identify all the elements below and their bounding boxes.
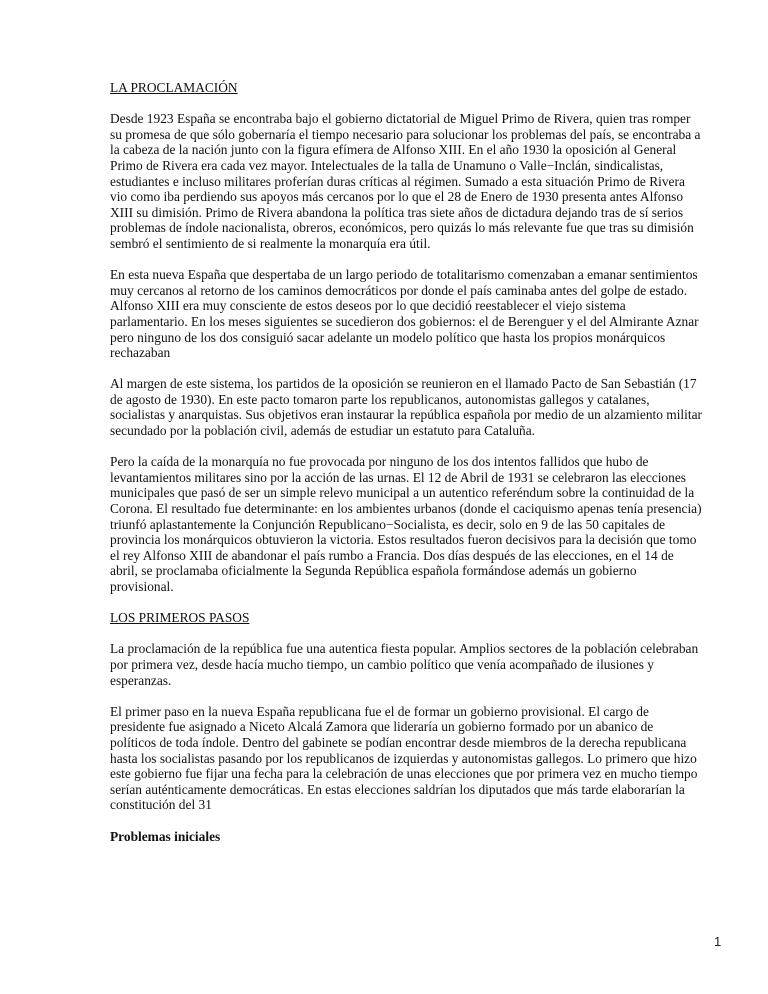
paragraph — [110, 267, 710, 361]
text-line: esperanzas. — [110, 672, 172, 688]
text-line: problemas de índole nacionalista, obreros, económicos, pero quizás lo más relevante fue que tras su dimisión — [110, 220, 694, 236]
text-line: XIII su dimisión. Primo de Rivera abandona la política tras siete años de dictadura dejando tras de sí serios — [110, 204, 684, 220]
page-number: 1 — [714, 934, 722, 949]
section-heading-proclamacion: LA PROCLAMACIÓN — [110, 80, 238, 95]
text-line: municipales que pasó de ser un simple relevo municipal a un autentico referéndum sobre la continuidad de la — [110, 485, 695, 501]
text-line: vio como iba perdiendo sus apoyos más cercanos por lo que el 28 de Enero de 1930 presenta antes Alfonso — [110, 189, 684, 205]
text-line: triunfó aplastantemente la Conjunción Republicano−Socialista, es decir, solo en 9 de las 50 capitales de — [110, 516, 666, 532]
text-line: levantamientos militares sino por la acción de las urnas. El 12 de Abril de 1931 se celebraron las elecciones — [110, 469, 686, 485]
text-line: serían auténticamente democráticas. En estas elecciones saldrían los diputados que más tarde elaborarían la — [110, 781, 685, 797]
text-line: Alfonso XIII era muy consciente de estos deseos por lo que decidió reestablecer el viejo sistema — [110, 298, 626, 314]
document-page — [110, 80, 710, 844]
section-primeros-pasos-body — [110, 641, 710, 813]
text-line: hasta los socialistas pasando por los republicanos de izquierdas y autonomistas gallegos. Lo primero que hizo — [110, 750, 697, 766]
text-line: el rey Alfonso XIII de abandonar el país rumbo a Francia. Dos días después de las elecciones, en el 14 de — [110, 547, 674, 563]
text-line: rechazaban — [110, 345, 171, 361]
text-line: Corona. El resultado fue determinante: en los ambientes urbanos (donde el caciquismo apenas tenía presencia) — [110, 501, 702, 517]
text-line: provincia los monárquicos obtuvieron la victoria. Estos resultados fueron decisivos para la decisión que tomo — [110, 532, 697, 548]
text-line: de agosto de 1930). En este pacto tomaron parte los republicanos, autonomistas gallegos y catalanes, — [110, 391, 650, 407]
text-line: la cabeza de la nación junto con la figura efímera de Alfonso XIII. En el año 1930 la oposición al General — [110, 142, 677, 158]
text-line: Desde 1923 España se encontraba bajo el gobierno dictatorial de Miguel Primo de Rivera, quien tras romper — [110, 111, 691, 127]
section-heading-problemas-iniciales: Problemas iniciales — [110, 828, 221, 844]
text-line: muy cercanos al retorno de los caminos democráticos por donde el país caminaba antes del golpe de estado. — [110, 282, 688, 298]
text-line: pero ninguno de los dos consiguió sacar adelante un modelo político que hasta los propios monárquicos — [110, 329, 666, 345]
paragraph — [110, 111, 710, 251]
text-line: su promesa de que sólo gobernaría el tiempo necesario para solucionar los problemas del país, se encontraba a — [110, 126, 701, 142]
paragraph — [110, 454, 710, 594]
text-line: sembró el sentimiento de si realmente la monarquía era útil. — [110, 235, 431, 251]
text-line: parlamentario. En los meses siguientes se sucedieron dos gobiernos: el de Berenguer y el del Almirante Aznar — [110, 313, 699, 329]
text-line: Al margen de este sistema, los partidos de la oposición se reunieron en el llamado Pacto de San Sebastián (17 — [110, 376, 697, 392]
text-line: presidente fue asignado a Niceto Alcalá Zamora que lideraría un gobierno formado por un abanico de — [110, 719, 654, 735]
text-line: políticos de toda índole. Dentro del gabinete se podían encontrar desde miembros de la derecha republicana — [110, 734, 687, 750]
text-line: La proclamación de la república fue una autentica fiesta popular. Amplios sectores de la población celebraban — [110, 641, 699, 657]
text-line: constitución del 31 — [110, 797, 212, 813]
paragraph — [110, 641, 710, 688]
section-proclamacion-body — [110, 111, 710, 594]
text-line: secundado por la población civil, además de estudiar un estatuto para Cataluña. — [110, 423, 536, 439]
text-line: En esta nueva España que despertaba de un largo periodo de totalitarismo comenzaban a emanar sentimientos — [110, 267, 698, 283]
text-line: socialistas y anarquistas. Sus objetivos eran instaurar la república española por medio de un alzamiento militar — [110, 407, 702, 423]
text-line: Pero la caída de la monarquía no fue provocada por ninguno de los dos intentos fallidos que hubo de — [110, 454, 649, 470]
text-line: por primera vez, desde hacía mucho tiempo, un cambio político que venía acompañado de ilusiones y — [110, 656, 655, 672]
text-line: Primo de Rivera era cada vez mayor. Intelectuales de la talla de Unamuno o Valle−Inclán, sindicalistas, — [110, 157, 664, 173]
text-line: este gobierno fue fijar una fecha para la celebración de unas elecciones que por primera vez en mucho tiempo — [110, 766, 698, 782]
text-line: provisional. — [110, 579, 174, 594]
text-line: El primer paso en la nueva España republicana fue el de formar un gobierno provisional. El cargo de — [110, 703, 649, 719]
section-heading-primeros-pasos: LOS PRIMEROS PASOS — [110, 610, 250, 626]
text-line: abril, se proclamaba oficialmente la Segunda República española formándose además un gobierno — [110, 563, 637, 579]
paragraph — [110, 376, 710, 438]
paragraph — [110, 704, 710, 813]
text-line: estudiantes e incluso militares proferían duras críticas al régimen. Sumado a esta situación Primo de Rivera — [110, 173, 685, 189]
